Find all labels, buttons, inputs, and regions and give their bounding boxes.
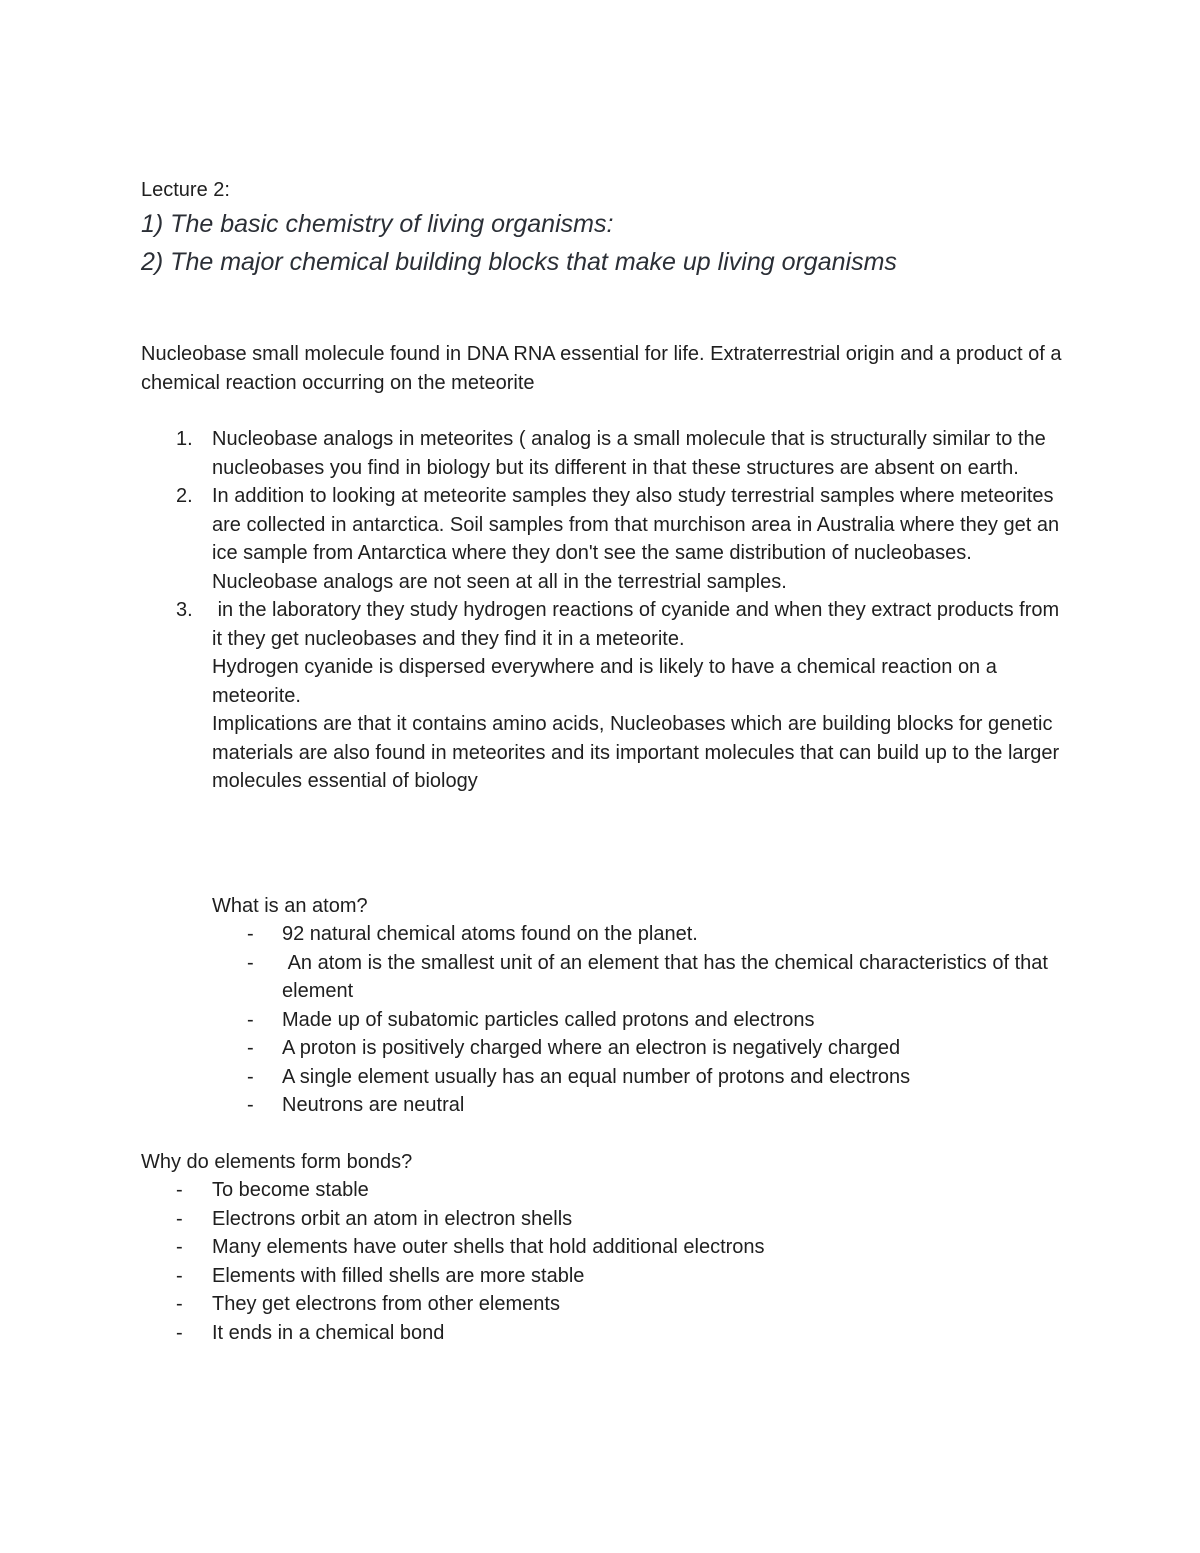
- intro-paragraph: Nucleobase small molecule found in DNA RNA essential for life. Extraterrestrial origin and a product of a chemical reaction occurring on the meteorite: [141, 343, 1062, 394]
- list-item-text: It ends in a chemical bond: [212, 1321, 445, 1344]
- list-item: [141, 1034, 1071, 1063]
- list-item: [141, 1290, 1071, 1319]
- document-page: [141, 175, 1071, 1347]
- list-item-text: An atom is the smallest unit of an element that has the chemical characteristics of that element: [282, 951, 1054, 1002]
- list-item: [141, 1262, 1071, 1291]
- numbered-item: [141, 482, 1071, 596]
- dash-marker: -: [176, 1207, 183, 1230]
- lecture-label: Lecture 2:: [141, 179, 230, 201]
- list-item: [141, 1006, 1071, 1035]
- dash-marker: -: [247, 1008, 254, 1031]
- list-item: [141, 1319, 1071, 1348]
- heading-basic-chemistry: 1) The basic chemistry of living organisms:: [141, 210, 614, 238]
- bonds-question: Why do elements form bonds?: [141, 1150, 413, 1173]
- bonds-bullet-list: [141, 1176, 1071, 1347]
- list-item-text: 92 natural chemical atoms found on the planet.: [282, 923, 698, 945]
- list-item-text: Made up of subatomic particles called protons and electrons: [282, 1008, 815, 1031]
- item-text: Nucleobase analogs in meteorites ( analog is a small molecule that is structurally similar to the nucleobases you find in biology but its different in that these structures are absent on earth.: [212, 428, 1046, 479]
- list-item-text: Elements with filled shells are more stable: [212, 1264, 585, 1287]
- item-number: 1.: [176, 428, 193, 450]
- atom-bullet-list: [141, 920, 1071, 1120]
- dash-marker: -: [247, 1037, 254, 1059]
- dash-marker: -: [176, 1264, 183, 1287]
- dash-marker: -: [247, 951, 254, 974]
- list-item-text: Electrons orbit an atom in electron shells: [212, 1207, 573, 1230]
- item-text: in the laboratory they study hydrogen reactions of cyanide and when they extract products from it they get nucleobases and they find it in a meteorite.: [212, 599, 1065, 650]
- dash-marker: -: [176, 1236, 183, 1258]
- atom-question: What is an atom?: [212, 894, 368, 917]
- list-item-text: A single element usually has an equal number of protons and electrons: [282, 1065, 911, 1088]
- dash-marker: -: [176, 1179, 183, 1201]
- numbered-item: [141, 425, 1071, 482]
- list-item-text: To become stable: [212, 1179, 369, 1201]
- numbered-item: [141, 596, 1071, 796]
- item-implications-text: Implications are that it contains amino acids, Nucleobases which are building blocks for genetic materials are also found in meteorites and its important molecules that can build up to the larger molecules essential of biology: [212, 713, 1060, 792]
- dash-marker: -: [176, 1321, 183, 1344]
- item-continuation-text: Hydrogen cyanide is dispersed everywhere and is likely to have a chemical reaction on a meteorite.: [212, 656, 997, 707]
- dash-marker: -: [247, 1065, 254, 1088]
- list-item: [141, 1205, 1071, 1234]
- item-number: 2.: [176, 485, 193, 507]
- list-item-text: Many elements have outer shells that hold additional electrons: [212, 1236, 765, 1258]
- item-text: In addition to looking at meteorite samples they also study terrestrial samples where meteorites are collected in antarctica. Soil samples from that murchison area in Australia where they get an ice sample from Antarctica where they don't see the same distribution of nucleobases. Nucleobase analogs are not seen at all in the terrestrial samples.: [212, 485, 1060, 593]
- list-item: [141, 949, 1071, 1006]
- numbered-list: [141, 425, 1071, 796]
- list-item-text: They get electrons from other elements: [212, 1293, 560, 1315]
- list-item: [141, 1233, 1071, 1262]
- list-item: [141, 1091, 1071, 1120]
- heading-building-blocks: 2) The major chemical building blocks that make up living organisms: [141, 248, 897, 276]
- list-item: [141, 1176, 1071, 1205]
- list-item: [141, 1063, 1071, 1092]
- dash-marker: -: [247, 923, 254, 945]
- dash-marker: -: [176, 1293, 183, 1315]
- item-number: 3.: [176, 599, 193, 621]
- list-item-text: Neutrons are neutral: [282, 1094, 465, 1116]
- dash-marker: -: [247, 1094, 254, 1116]
- list-item-text: A proton is positively charged where an electron is negatively charged: [282, 1037, 901, 1059]
- list-item: [141, 920, 1071, 949]
